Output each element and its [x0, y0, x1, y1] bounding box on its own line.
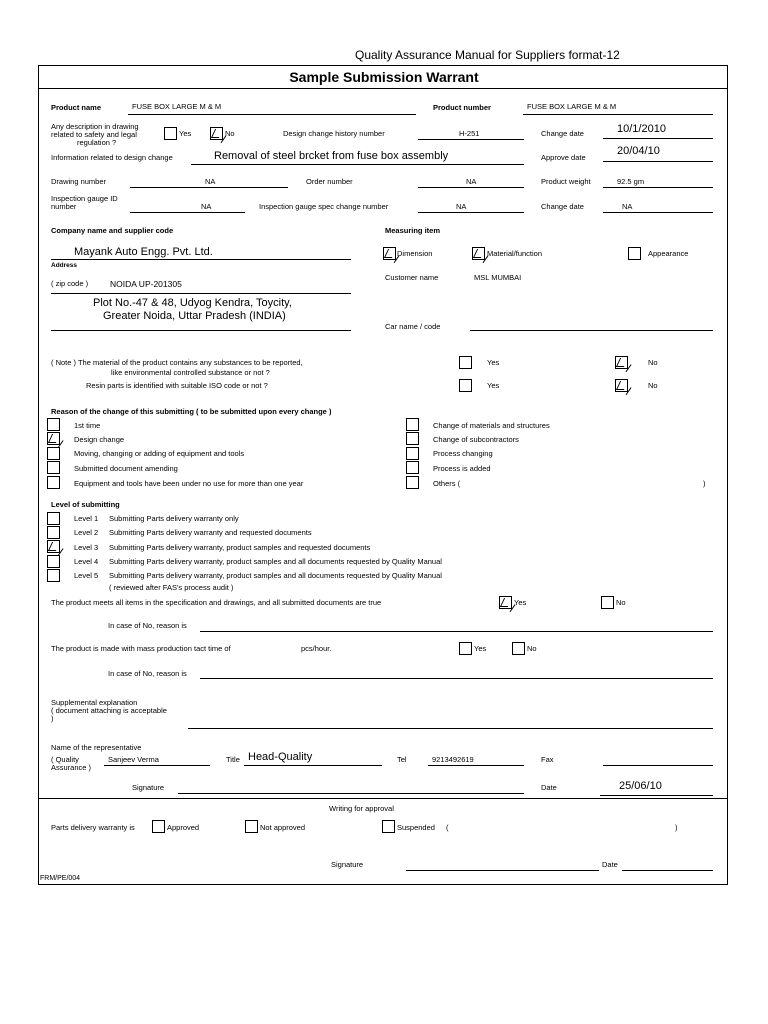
desc-yes-checkbox[interactable]: [164, 127, 177, 140]
reason-right-label-2: Process changing: [433, 449, 493, 458]
reason-right-label-3: Process is added: [433, 464, 491, 473]
rep-label-2: ( Quality: [51, 755, 79, 764]
rep-label-3: Assurance ): [51, 763, 92, 772]
suspended-close-paren: ): [675, 823, 678, 832]
material-checkbox[interactable]: [472, 247, 485, 260]
car-label: Car name / code: [385, 322, 441, 331]
note2-no-label: No: [648, 381, 658, 390]
change-date2-value: NA: [622, 202, 633, 211]
rep-date-label: Date: [541, 783, 557, 792]
design-history-value: H-251: [459, 129, 480, 138]
product-number-label: Product number: [433, 103, 491, 112]
zip-label: ( zip code ): [51, 279, 89, 288]
drawing-number-value: NA: [205, 177, 216, 186]
appearance-label: Appearance: [648, 249, 689, 258]
meets-yes-checkbox[interactable]: [499, 596, 512, 609]
suspended-checkbox[interactable]: [382, 820, 395, 833]
supplemental-line-1: Supplemental explanation: [51, 698, 138, 707]
supplemental-line-3: ): [51, 714, 54, 723]
reason-right-checkbox-1[interactable]: [406, 432, 419, 445]
note-line-2: like environmental controlled substance or not ?: [111, 368, 270, 377]
drawing-number-label: Drawing number: [51, 177, 107, 186]
appearance-checkbox[interactable]: [628, 247, 641, 260]
address-line-1: Plot No.-47 & 48, Udyog Kendra, Toycity,: [93, 297, 292, 309]
reason-left-checkbox-3[interactable]: [47, 461, 60, 474]
note1-no-label: No: [648, 358, 658, 367]
level-title: Level of submitting: [51, 500, 120, 509]
reason-right-label-0: Change of materials and structures: [433, 421, 550, 430]
reason-right-label-1: Change of subcontractors: [433, 435, 519, 444]
mass-no-label: No: [527, 644, 537, 653]
change-date-value: 10/1/2010: [617, 123, 666, 135]
level4-label: Level 4: [74, 557, 99, 566]
mass-yes-checkbox[interactable]: [459, 642, 472, 655]
approved-label: Approved: [167, 823, 200, 832]
level3-label: Level 3: [74, 543, 99, 552]
design-history-label: Design change history number: [283, 129, 385, 138]
note-line-1: ( Note ) The material of the product contains any substances to be reported,: [51, 358, 303, 367]
level2-label: Level 2: [74, 528, 99, 537]
product-number-value: FUSE BOX LARGE M & M: [527, 102, 617, 111]
approved-checkbox[interactable]: [152, 820, 165, 833]
note2-no-checkbox[interactable]: [615, 379, 628, 392]
reason-right-checkbox-3[interactable]: [406, 461, 419, 474]
info-value: Removal of steel brcket from fuse box assembly: [214, 150, 449, 162]
address-label: Address: [51, 262, 78, 269]
material-label: Material/function: [487, 249, 543, 258]
meets-no-checkbox[interactable]: [601, 596, 614, 609]
others-close-paren: ): [703, 479, 706, 488]
level5-checkbox[interactable]: [47, 569, 60, 582]
note1-no-checkbox[interactable]: [615, 356, 628, 369]
gauge-id-value: NA: [201, 202, 212, 211]
order-number-label: Order number: [306, 177, 353, 186]
gauge-spec-label: Inspection gauge spec change number: [259, 202, 389, 211]
level4-text: Submitting Parts delivery warranty, product samples and all documents requested by Quality Manual: [109, 557, 442, 566]
reason-left-checkbox-4[interactable]: [47, 476, 60, 489]
fax-label: Fax: [541, 755, 554, 764]
customer-value: MSL MUMBAI: [474, 273, 522, 282]
measuring-label: Measuring item: [385, 226, 441, 235]
rep-date-value: 25/06/10: [619, 780, 662, 792]
reason-left-label-1: Design change: [74, 435, 125, 444]
desc-label-1: Any description in drawing: [51, 122, 139, 131]
reason-left-label-0: 1st time: [74, 421, 101, 430]
order-number-value: NA: [466, 177, 477, 186]
note2-yes-label: Yes: [487, 381, 500, 390]
mass-reason-label: In case of No, reason is: [108, 669, 187, 678]
reason-right-checkbox-4[interactable]: [406, 476, 419, 489]
level4-checkbox[interactable]: [47, 555, 60, 568]
supplemental-line-2: ( document attaching is acceptable: [51, 706, 167, 715]
level3-text: Submitting Parts delivery warranty, product samples and requested documents: [109, 543, 371, 552]
meets-text: The product meets all items in the specification and drawings, and all submitted documents are true: [51, 598, 382, 607]
reason-left-label-2: Moving, changing or adding of equipment and tools: [74, 449, 245, 458]
customer-label: Customer name: [385, 273, 439, 282]
reason-right-label-4: Others (: [433, 479, 461, 488]
rep-name: Sanjeev Verma: [108, 755, 159, 764]
mass-no-checkbox[interactable]: [512, 642, 525, 655]
meets-no-label: No: [616, 598, 626, 607]
change-date-label: Change date: [541, 129, 584, 138]
approve-date-label: Approve date: [541, 153, 586, 162]
gauge-id-label-1: Inspection gauge ID: [51, 194, 118, 203]
mass-yes-label: Yes: [474, 644, 487, 653]
desc-yes-label: Yes: [179, 129, 192, 138]
reason-left-checkbox-2[interactable]: [47, 447, 60, 460]
desc-no-checkbox[interactable]: [210, 127, 223, 140]
level2-text: Submitting Parts delivery warranty and requested documents: [109, 528, 312, 537]
tel-label: Tel: [397, 755, 407, 764]
desc-label-3: regulation ?: [77, 138, 117, 147]
meets-yes-label: Yes: [514, 598, 527, 607]
approve-date-value: 20/04/10: [617, 145, 660, 157]
zip-value: NOIDA UP-201305: [110, 279, 182, 289]
pdw-label: Parts delivery warranty is: [51, 823, 135, 832]
level3-checkbox[interactable]: [47, 540, 60, 553]
weight-label: Product weight: [541, 177, 591, 186]
rep-label-1: Name of the representative: [51, 743, 142, 752]
level5-text: Submitting Parts delivery warranty, product samples and all documents requested by Quality Manual: [109, 571, 442, 580]
company-label: Company name and supplier code: [51, 226, 174, 235]
meets-reason-label: In case of No, reason is: [108, 621, 187, 630]
gauge-id-label-2: number: [51, 202, 77, 211]
rep-signature-label: Signature: [132, 783, 165, 792]
address-line-2: Greater Noida, Uttar Pradesh (INDIA): [103, 310, 286, 322]
approval-divider: [38, 798, 728, 799]
not-approved-label: Not approved: [260, 823, 306, 832]
tel-value: 9213492619: [432, 755, 474, 764]
reason-right-checkbox-0[interactable]: [406, 418, 419, 431]
mass-text: The product is made with mass production tact time of: [51, 644, 231, 653]
title-value: Head-Quality: [248, 751, 313, 763]
desc-no-label: No: [225, 129, 235, 138]
approval-date-label: Date: [602, 860, 618, 869]
level2-checkbox[interactable]: [47, 526, 60, 539]
company-value: Mayank Auto Engg. Pvt. Ltd.: [74, 246, 213, 258]
mass-unit: pcs/hour.: [301, 644, 332, 653]
level1-checkbox[interactable]: [47, 512, 60, 525]
level1-label: Level 1: [74, 514, 99, 523]
approval-title: Writing for approval: [329, 804, 394, 813]
reason-left-label-3: Submitted document amending: [74, 464, 178, 473]
info-label: Information related to design change: [51, 153, 173, 162]
note1-yes-checkbox[interactable]: [459, 356, 472, 369]
form-title: Sample Submission Warrant: [289, 69, 479, 85]
weight-value: 92.5 gm: [617, 177, 645, 186]
manual-title: Quality Assurance Manual for Suppliers format-12: [355, 48, 620, 62]
title-label: Title: [226, 755, 240, 764]
desc-label-2: related to safety and legal: [51, 130, 137, 139]
level1-text: Submitting Parts delivery warranty only: [109, 514, 239, 523]
not-approved-checkbox[interactable]: [245, 820, 258, 833]
note1-yes-label: Yes: [487, 358, 500, 367]
level5-label: Level 5: [74, 571, 99, 580]
form-code: FRM/PE/004: [40, 875, 81, 882]
reason-title: Reason of the change of this submitting ( to be submitted upon every change ): [51, 407, 332, 416]
reason-left-checkbox-0[interactable]: [47, 418, 60, 431]
reason-left-label-4: Equipment and tools have been under no use for more than one year: [74, 479, 304, 488]
reason-left-checkbox-1[interactable]: [47, 432, 60, 445]
dimension-label: Dimension: [397, 249, 433, 258]
approval-signature-label: Signature: [331, 860, 364, 869]
dimension-checkbox[interactable]: [383, 247, 396, 260]
change-date2-label: Change date: [541, 202, 584, 211]
suspended-open-paren: (: [446, 823, 449, 832]
product-name-label: Product name: [51, 103, 102, 112]
reason-right-checkbox-2[interactable]: [406, 447, 419, 460]
suspended-label: Suspended: [397, 823, 435, 832]
gauge-spec-value: NA: [456, 202, 467, 211]
title-divider: [38, 88, 728, 89]
note2-yes-checkbox[interactable]: [459, 379, 472, 392]
product-name-value: FUSE BOX LARGE M & M: [132, 102, 222, 111]
level5-note: ( reviewed after FAS's process audit ): [109, 583, 234, 592]
note-line-3: Resin parts is identified with suitable ISO code or not ?: [86, 381, 268, 390]
